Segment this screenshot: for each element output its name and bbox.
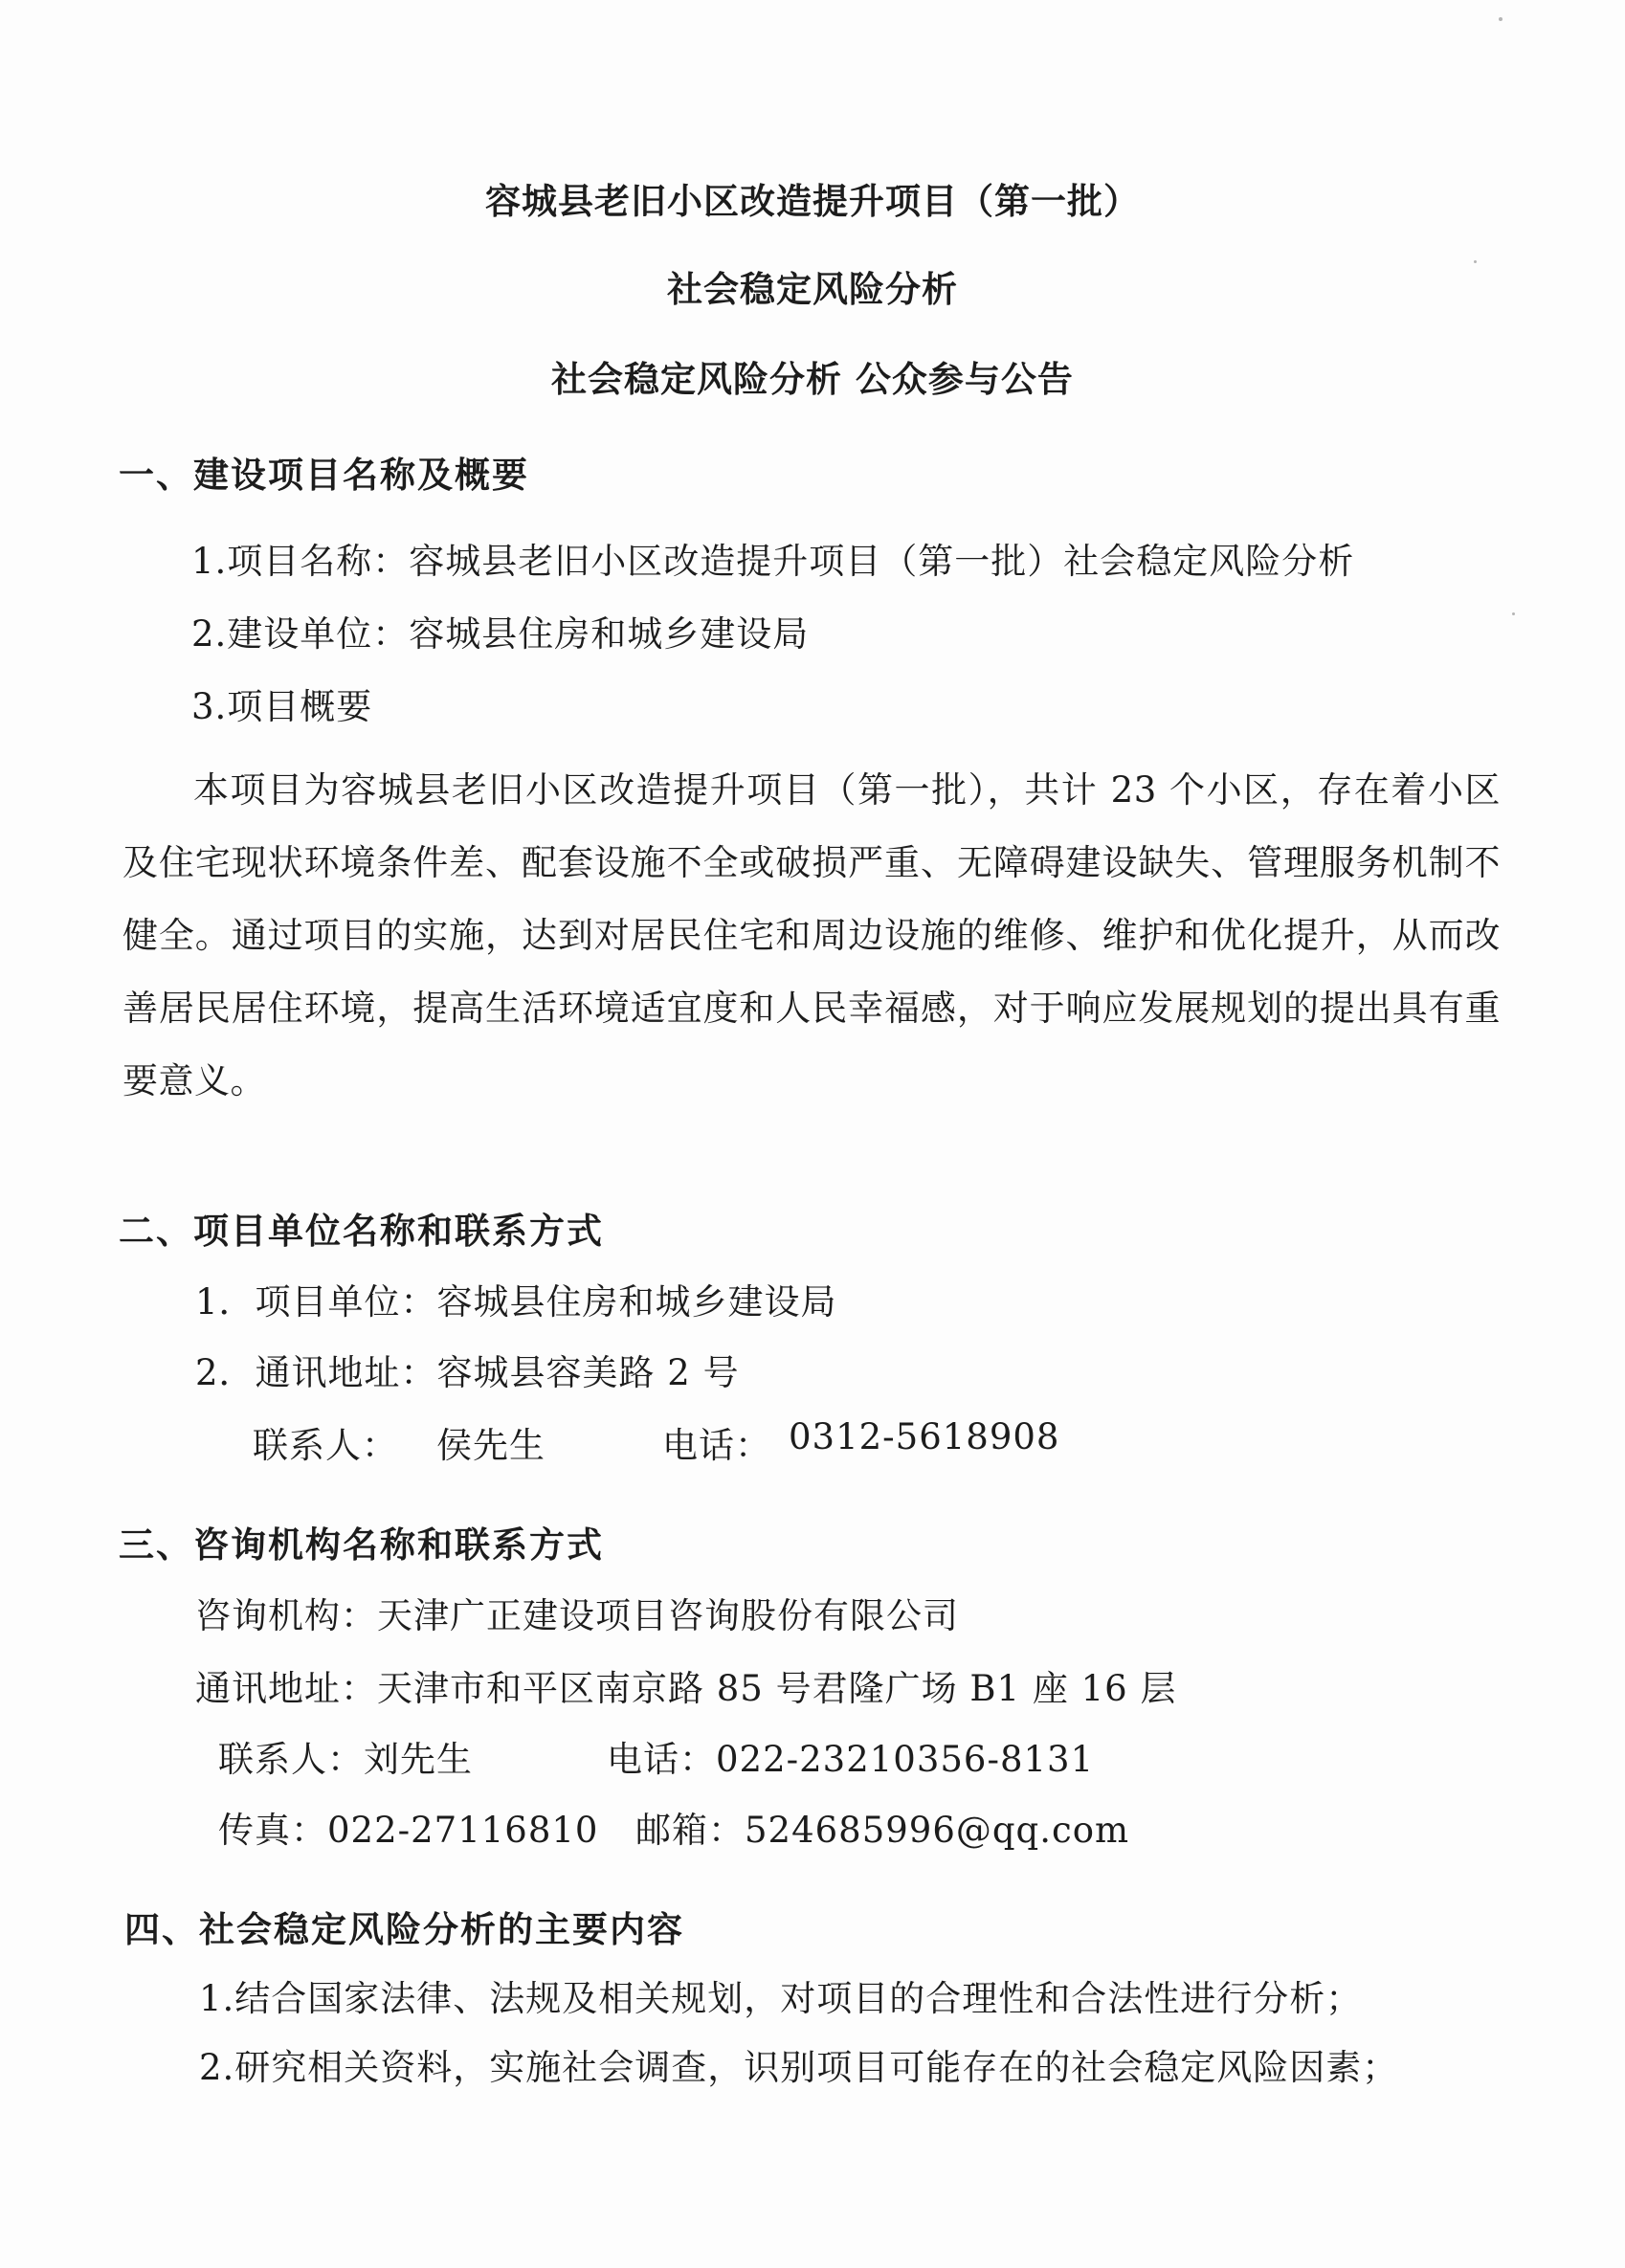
document-subtitle: 社会稳定风险分析 (667, 268, 958, 310)
section3-heading: 三、咨询机构名称和联系方式 (119, 1523, 604, 1566)
contact-label: 联系人： (253, 1425, 398, 1466)
consulting-email: 邮箱：524685996@qq.com (635, 1810, 1130, 1851)
project-overview-paragraph: 本项目为容城县老旧小区改造提升项目（第一批），共计 23 个小区，存在着小区及住宅现状环境条件差、配套设施不全或破损严重、无障碍建设缺失、管理服务机制不健全。通过项目的实施，达到对居民住宅和周边设施的维修、维护和优化提升，从而改善居民居住环境，提高生活环境适宜度和人民幸福感，对于响应发展规划的提出具有重要意义。 (122, 769, 1501, 1101)
project-unit-item: 1．项目单位：容城县住房和城乡建设局 (195, 1281, 837, 1323)
construction-unit-item: 2.建设单位：容城县住房和城乡建设局 (191, 613, 810, 655)
project-name-item: 1.项目名称：容城县老旧小区改造提升项目（第一批）社会稳定风险分析 (191, 541, 1355, 582)
mailing-address-item: 2．通讯地址：容城县容美路 2 号 (195, 1352, 740, 1393)
phone-label: 电话： (662, 1425, 771, 1466)
announcement-title: 社会稳定风险分析 公众参与公告 (551, 358, 1074, 400)
consulting-fax: 传真：022-27116810 (218, 1810, 599, 1851)
analysis-item-1: 1.结合国家法律、法规及相关规划，对项目的合理性和合法性进行分析； (199, 1978, 1363, 2019)
document-title: 容城县老旧小区改造提升项目（第一批） (485, 180, 1140, 222)
consulting-address: 通讯地址：天津市和平区南京路 85 号君隆广场 B1 座 16 层 (195, 1668, 1177, 1709)
section4-heading: 四、社会稳定风险分析的主要内容 (124, 1908, 684, 1950)
scan-speck (1512, 612, 1515, 615)
consulting-phone: 电话：022-23210356-8131 (607, 1739, 1095, 1780)
consulting-contact: 联系人：刘先生 (218, 1739, 473, 1780)
analysis-item-2: 2.研究相关资料，实施社会调查，识别项目可能存在的社会稳定风险因素； (199, 2047, 1399, 2088)
phone-number: 0312-5618908 (789, 1416, 1060, 1457)
consulting-org: 咨询机构：天津广正建设项目咨询股份有限公司 (195, 1595, 959, 1636)
scan-speck (1499, 17, 1503, 21)
project-overview-item: 3.项目概要 (191, 686, 373, 727)
section2-heading: 二、项目单位名称和联系方式 (119, 1210, 604, 1252)
contact-name: 侯先生 (436, 1425, 545, 1466)
section1-heading: 一、建设项目名称及概要 (119, 454, 529, 496)
